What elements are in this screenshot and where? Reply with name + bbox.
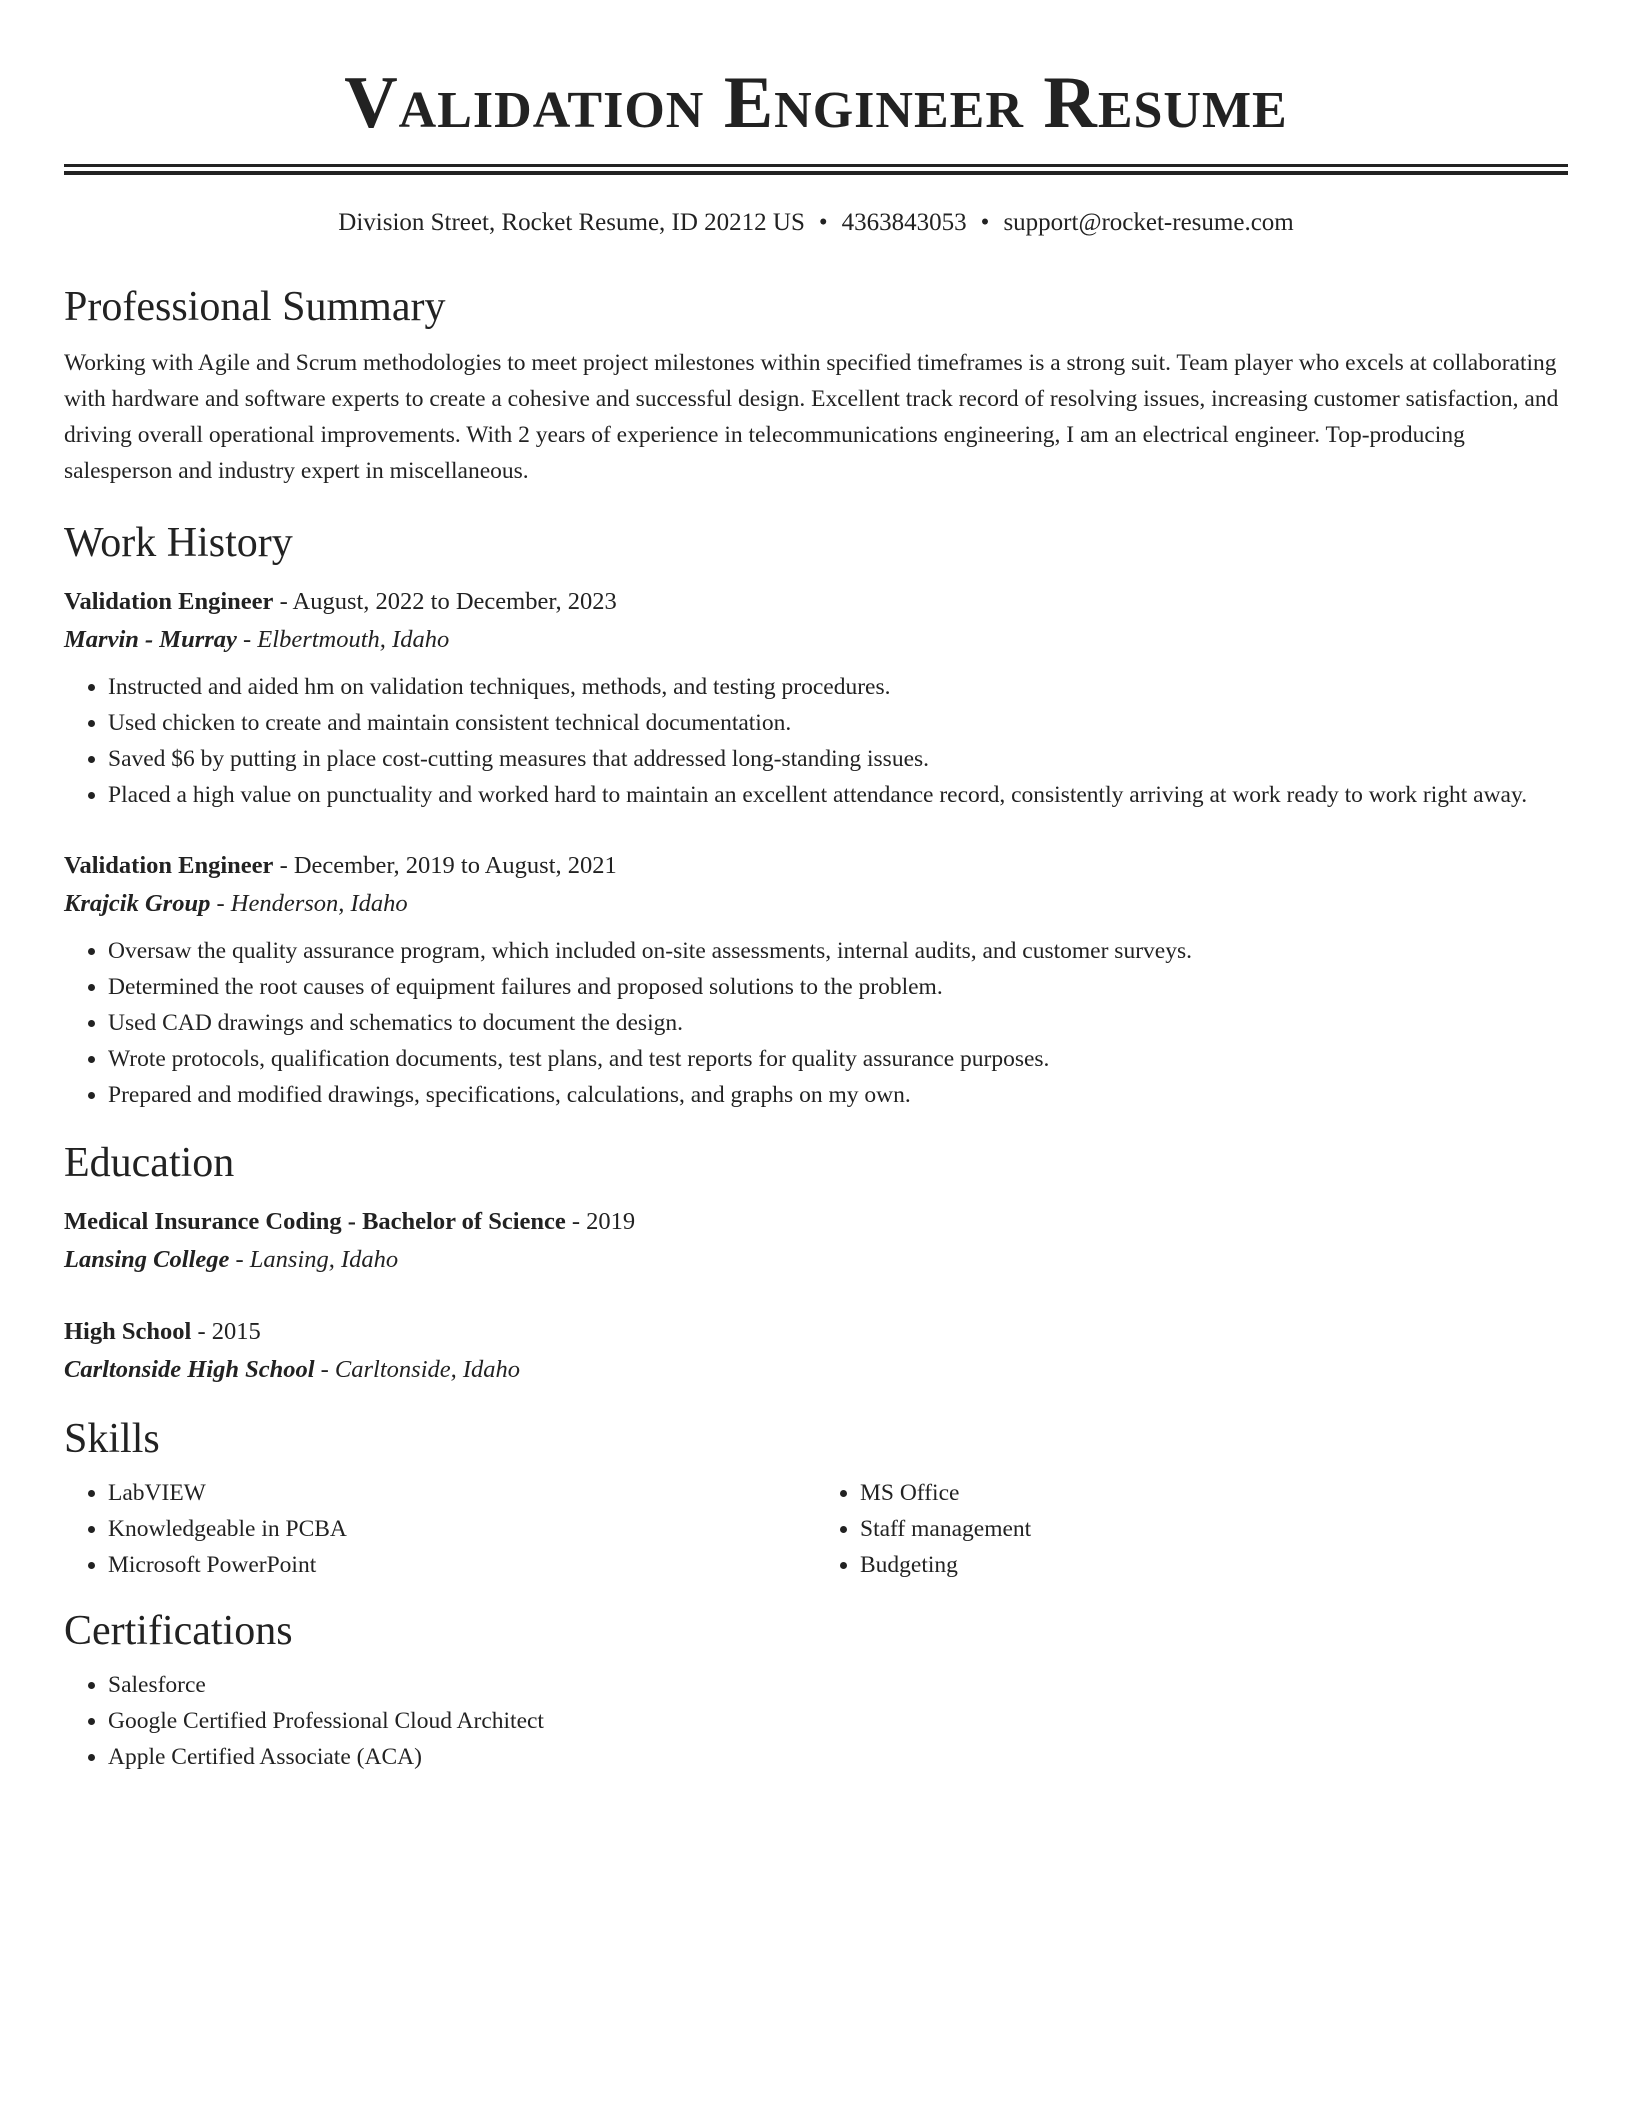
job-company: Marvin - Murray [64, 626, 237, 653]
summary-text: Working with Agile and Scrum methodologies to meet project milestones within specified timeframes is a strong suit. Team player who excels at collaborating with hardware and software experts to create a cohesive and successful design. Excellent track record of resolving issues, increasing customer satisfaction, and driving overall operational improvements. With 2 years of experience in telecommunications engineering, I am an electrical engineer. Top-producing salesperson and industry expert in miscellaneous. [64, 350, 1559, 484]
job-company: Krajcik Group [64, 890, 211, 917]
education-entry [64, 1313, 1568, 1389]
certification-item: • Google Certified Professional Cloud Architect [108, 1703, 1568, 1739]
certification-item: • Apple Certified Associate (ACA) [108, 1739, 1568, 1775]
skills-heading: Skills [64, 1416, 160, 1462]
certifications-heading: Certifications [64, 1608, 293, 1654]
education-location: - Carltonside, Idaho [314, 1356, 521, 1383]
education-degree: Medical Insurance Coding - Bachelor of Science [64, 1208, 566, 1235]
job-location: - Henderson, Idaho [210, 890, 408, 917]
job-bullet: • Prepared and modified drawings, specifications, calculations, and graphs on my own. [108, 1077, 1568, 1113]
work-history-heading: Work History [64, 520, 293, 566]
certifications-list [64, 1667, 1568, 1775]
job-entry [64, 583, 1568, 813]
contact-email: support@rocket-resume.com [1003, 209, 1294, 236]
job-title: Validation Engineer [64, 588, 274, 615]
skill-item: • LabVIEW [108, 1475, 816, 1511]
education-entry [64, 1203, 1568, 1279]
education-section [64, 1137, 1568, 1389]
skill-item: • Microsoft PowerPoint [108, 1547, 816, 1583]
job-dates: - December, 2019 to August, 2021 [273, 852, 617, 879]
skills-section [64, 1413, 1568, 1583]
job-bullet: • Determined the root causes of equipment failures and proposed solutions to the problem. [108, 969, 1568, 1005]
job-bullets [64, 933, 1568, 1113]
contact-separator: • [818, 209, 828, 236]
education-school: Lansing College [64, 1246, 230, 1273]
job-header [64, 847, 1568, 885]
education-year: - 2019 [565, 1208, 636, 1235]
skills-list-right [816, 1475, 1568, 1583]
summary-heading: Professional Summary [64, 284, 446, 330]
education-school-line [64, 1351, 1568, 1389]
job-bullet: • Placed a high value on punctuality and worked hard to maintain an excellent attendance record, consistently arriving at work ready to work right away. [108, 777, 1568, 813]
skill-item: • Staff management [860, 1511, 1568, 1547]
job-bullet: • Instructed and aided hm on validation techniques, methods, and testing procedures. [108, 669, 1568, 705]
education-header [64, 1203, 1568, 1241]
job-bullet: • Oversaw the quality assurance program, which included on-site assessments, internal audits, and customer surveys. [108, 933, 1568, 969]
education-header [64, 1313, 1568, 1351]
contact-phone: 4363843053 [841, 209, 967, 236]
certifications-section [64, 1605, 1568, 1775]
job-dates: - August, 2022 to December, 2023 [273, 588, 617, 615]
job-bullet: • Wrote protocols, qualification documents, test plans, and test reports for quality assurance purposes. [108, 1041, 1568, 1077]
job-employer [64, 885, 1568, 923]
skills-columns [64, 1475, 1568, 1583]
job-bullet: • Used CAD drawings and schematics to document the design. [108, 1005, 1568, 1041]
certification-item: • Salesforce [108, 1667, 1568, 1703]
job-bullet: • Saved $6 by putting in place cost-cutting measures that addressed long-standing issues. [108, 741, 1568, 777]
job-employer [64, 621, 1568, 659]
education-location: - Lansing, Idaho [229, 1246, 399, 1273]
job-location: - Elbertmouth, Idaho [236, 626, 450, 653]
education-heading: Education [64, 1140, 235, 1186]
education-year: - 2015 [191, 1318, 261, 1345]
job-title: Validation Engineer [64, 852, 274, 879]
skill-item: • MS Office [860, 1475, 1568, 1511]
contact-line [64, 207, 1568, 239]
job-header [64, 583, 1568, 621]
contact-separator: • [980, 209, 990, 236]
job-entry [64, 847, 1568, 1113]
skill-item: • Knowledgeable in PCBA [108, 1511, 816, 1547]
resume-title: Validation Engineer Resume [344, 62, 1288, 144]
job-bullet: • Used chicken to create and maintain consistent technical documentation. [108, 705, 1568, 741]
education-school-line [64, 1241, 1568, 1279]
contact-address: Division Street, Rocket Resume, ID 20212 US [338, 209, 805, 236]
job-bullets [64, 669, 1568, 813]
education-degree: High School [64, 1318, 192, 1345]
skill-item: • Budgeting [860, 1547, 1568, 1583]
education-school: Carltonside High School [64, 1356, 315, 1383]
skills-list-left [64, 1475, 816, 1583]
summary-section [64, 281, 1568, 489]
work-history-section [64, 517, 1568, 1113]
title-double-rule [64, 164, 1568, 175]
